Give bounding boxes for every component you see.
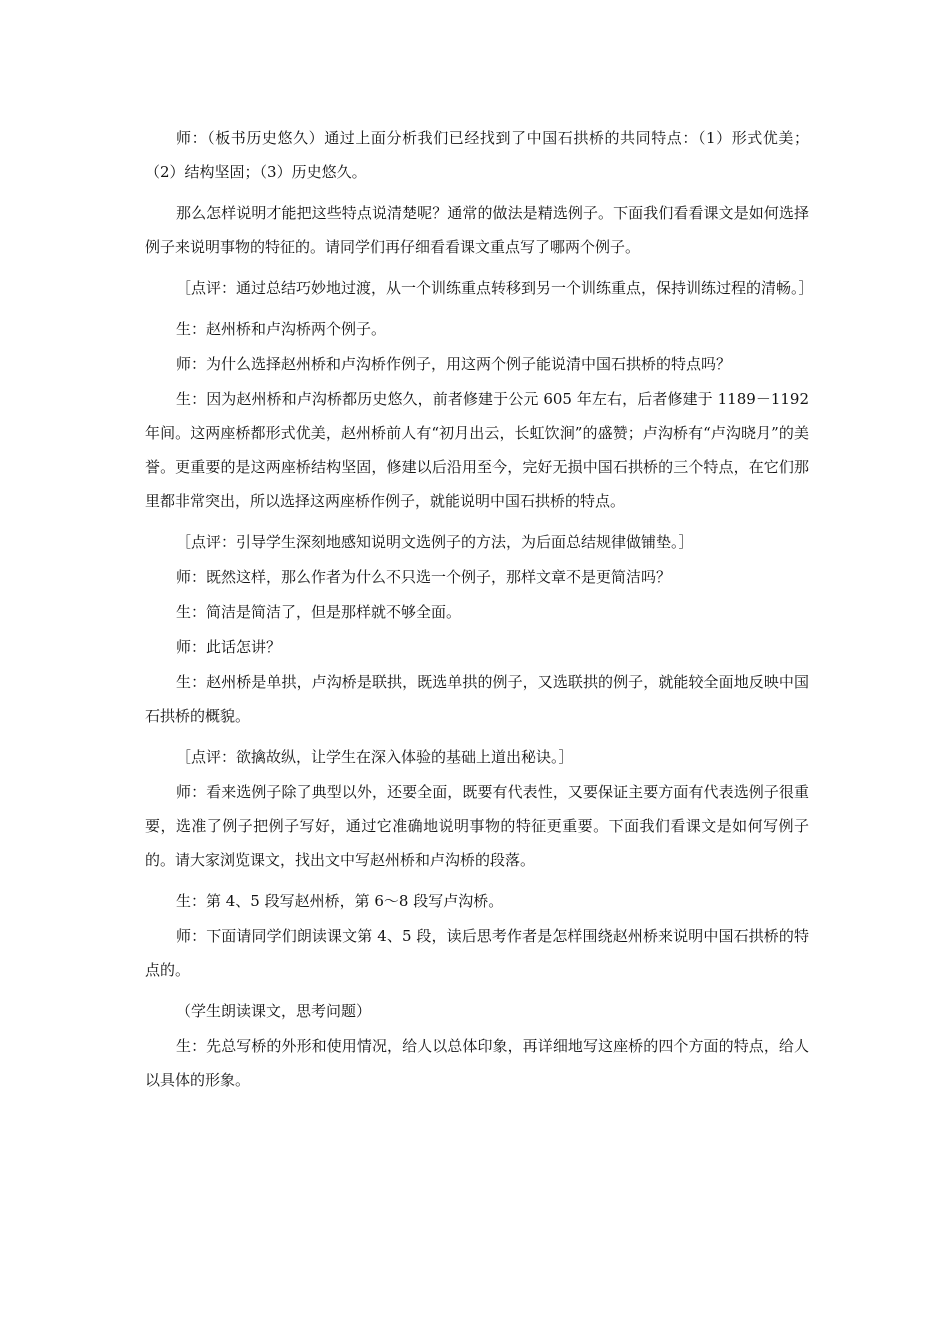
paragraph-teacher-instruction: 师：下面请同学们朗读课文第 4、5 段，读后思考作者是怎样围绕赵州桥来说明中国石拱桥的特点的。 xyxy=(145,927,809,979)
paragraph-student-1: 生：赵州桥和卢沟桥两个例子。 xyxy=(176,320,387,338)
paragraph-student-2: 生：简洁是简洁了，但是那样就不够全面。 xyxy=(176,603,462,621)
paragraph-student-answer-3: 生：先总写桥的外形和使用情况，给人以总体印象，再详细地写这座桥的四个方面的特点，给人以具体的形象。 xyxy=(145,1037,809,1089)
paragraph-comment-3: ［点评：欲擒故纵，让学生在深入体验的基础上道出秘诀。］ xyxy=(176,748,574,766)
paragraph-teacher-question-1: 师：为什么选择赵州桥和卢沟桥作例子，用这两个例子能说清中国石拱桥的特点吗？ xyxy=(176,355,732,373)
paragraph-comment-1: ［点评：通过总结巧妙地过渡，从一个训练重点转移到另一个训练重点，保持训练过程的清畅。］ xyxy=(176,279,814,297)
document-body xyxy=(145,121,814,1104)
paragraph-student-answer-1: 生：因为赵州桥和卢沟桥都历史悠久，前者修建于公元 605 年左右，后者修建于 1189－1192 年间。这两座桥都形式优美，赵州桥前人有“初月出云，长虹饮涧”的盛赞；卢沟桥有“卢沟晓月”的美誉。更重要的是这两座桥结构坚固，修建以后沿用至今，完好无损中国石拱桥的三个特点，在它们那里都非常突出，所以选择这两座桥作例子，就能说明中国石拱桥的特点。 xyxy=(145,390,809,510)
paragraph-student-3: 生：第 4、5 段写赵州桥，第 6～8 段写卢沟桥。 xyxy=(176,892,504,910)
paragraph-stage-direction: （学生朗读课文，思考问题） xyxy=(176,1002,372,1020)
paragraph-transition: 那么怎样说明才能把这些特点说清楚呢？通常的做法是精选例子。下面我们看看课文是如何选择例子来说明事物的特征的。请同学们再仔细看看课文重点写了哪两个例子。 xyxy=(145,204,809,256)
paragraph-teacher-question-3: 师：此话怎讲？ xyxy=(176,638,282,656)
paragraph-teacher-summary: 师：（板书历史悠久）通过上面分析我们已经找到了中国石拱桥的共同特点：（1）形式优美；（2）结构坚固；（3）历史悠久。 xyxy=(145,129,809,181)
paragraph-comment-2: ［点评：引导学生深刻地感知说明文选例子的方法，为后面总结规律做铺垫。］ xyxy=(176,533,694,551)
paragraph-student-answer-2: 生：赵州桥是单拱，卢沟桥是联拱，既选单拱的例子，又选联拱的例子，就能较全面地反映中国石拱桥的概貌。 xyxy=(145,673,809,725)
paragraph-teacher-question-2: 师：既然这样，那么作者为什么不只选一个例子，那样文章不是更简洁吗？ xyxy=(176,568,672,586)
paragraph-teacher-explain: 师：看来选例子除了典型以外，还要全面，既要有代表性，又要保证主要方面有代表选例子很重要，选准了例子把例子写好，通过它准确地说明事物的特征更重要。下面我们看课文是如何写例子的。请大家浏览课文，找出文中写赵州桥和卢沟桥的段落。 xyxy=(145,783,809,869)
